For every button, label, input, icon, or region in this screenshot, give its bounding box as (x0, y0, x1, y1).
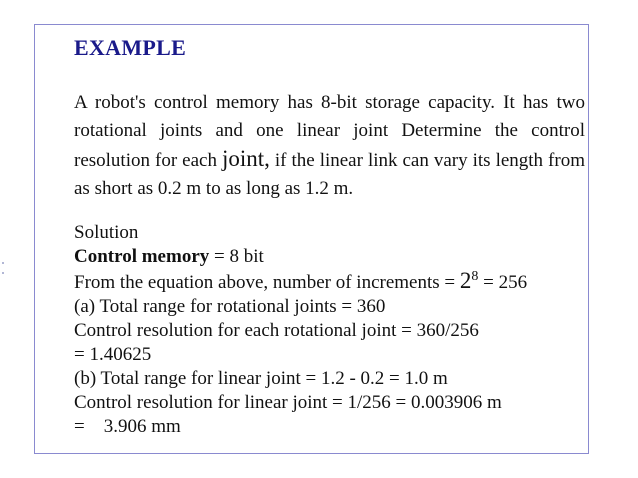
rotational-resolution-line: Control resolution for each rotational joint = 360/256 (74, 320, 479, 341)
increments-exponent: 8 (471, 269, 479, 284)
increments-base: 2 (459, 268, 472, 293)
linear-range-line: (b) Total range for linear joint = 1.2 - 0.2 = 1.0 m (74, 368, 448, 389)
margin-dot (2, 262, 4, 264)
solution-heading: Solution (74, 222, 139, 243)
problem-text-part1: A robot's control memory has 8-bit storage capacity. It has two rotational joints and one linear joint Determine the control resolution for each (74, 92, 585, 171)
linear-resolution-value: = 3.906 mm (74, 416, 181, 437)
rotational-resolution-value: = 1.40625 (74, 344, 152, 365)
increments-line (74, 269, 589, 295)
problem-text-part2: if the linear link can vary its length from as short as 0.2 m to as long as 1.2 m. (74, 150, 585, 199)
control-memory-line (74, 245, 589, 269)
problem-statement (74, 89, 585, 203)
slide-title: EXAMPLE (74, 35, 187, 60)
problem-emphasis: joint, (221, 146, 270, 171)
increments-text: From the equation above, number of increments = (74, 272, 456, 293)
control-memory-label: Control memory (74, 246, 210, 267)
solution-block (74, 221, 589, 439)
rotational-range-line: (a) Total range for rotational joints = 360 (74, 296, 386, 317)
margin-dot (2, 272, 4, 274)
linear-resolution-line: Control resolution for linear joint = 1/256 = 0.003906 m (74, 392, 502, 413)
control-memory-value: = 8 bit (214, 246, 264, 267)
increments-result: = 256 (483, 272, 528, 293)
